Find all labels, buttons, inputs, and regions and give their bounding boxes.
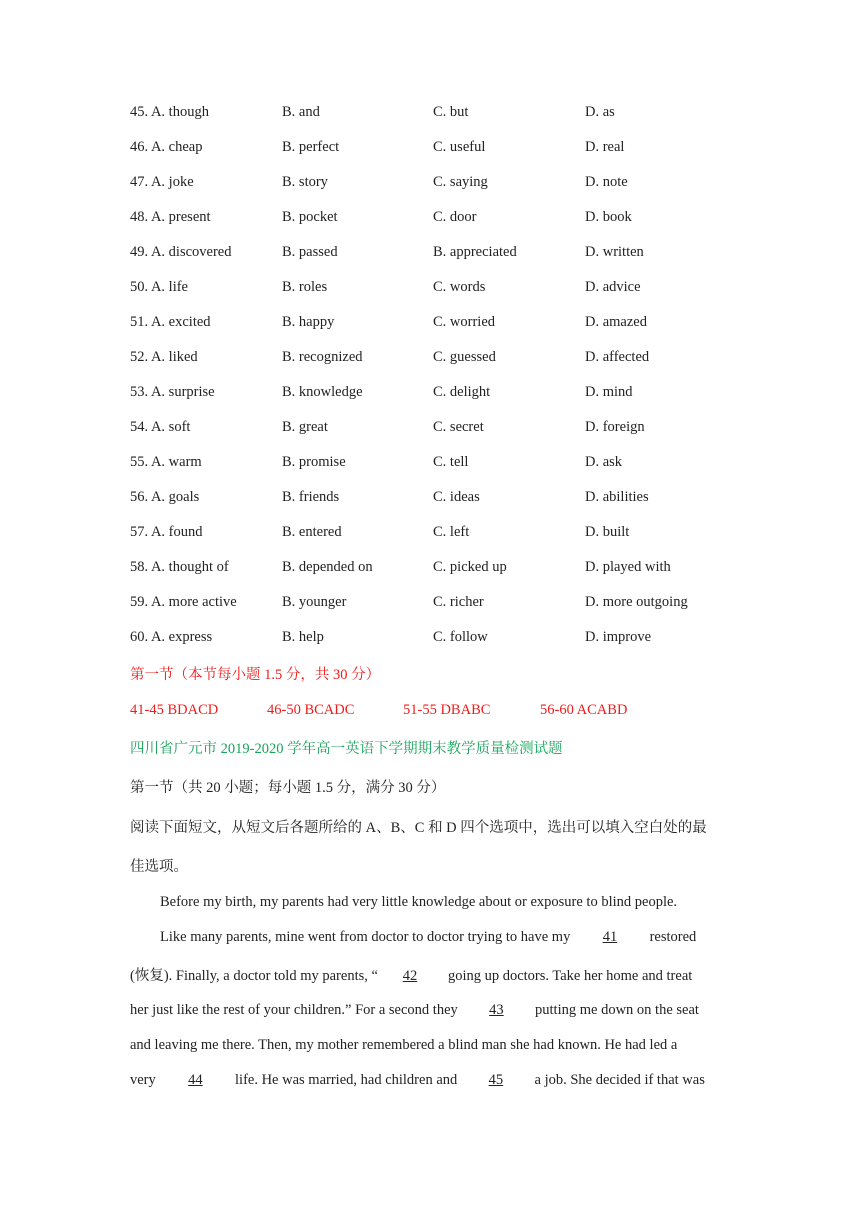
option-row-60	[0, 629, 860, 651]
option-c: C. follow	[433, 629, 488, 645]
option-a: 55. A. warm	[130, 454, 202, 470]
option-c: C. picked up	[433, 559, 507, 575]
instruction-line: 阅读下面短文，从短文后各题所给的 A、B、C 和 D 四个选项中，选出可以填入空白处的最	[130, 820, 707, 836]
option-c: C. ideas	[433, 489, 480, 505]
option-d: D. amazed	[585, 314, 647, 330]
passage-text: life. He was married, had children and	[235, 1072, 458, 1088]
option-row-46	[0, 139, 860, 161]
option-d: D. foreign	[585, 419, 645, 435]
option-row-52	[0, 349, 860, 371]
option-row-53	[0, 384, 860, 406]
option-a: 47. A. joke	[130, 174, 194, 190]
passage-text: putting me down on the seat	[535, 1002, 699, 1018]
option-b: B. help	[282, 629, 324, 645]
option-b: B. pocket	[282, 209, 338, 225]
option-c: C. tell	[433, 454, 469, 470]
blank-41: 41	[602, 929, 618, 945]
passage-text: restored	[649, 929, 697, 945]
option-b: B. entered	[282, 524, 342, 540]
option-d: D. advice	[585, 279, 641, 295]
option-d: D. as	[585, 104, 615, 120]
option-b: B. story	[282, 174, 328, 190]
passage-text: her just like the rest of your children.” For a second they	[130, 1002, 458, 1018]
option-a: 56. A. goals	[130, 489, 200, 505]
option-row-56	[0, 489, 860, 511]
option-c: C. worried	[433, 314, 496, 330]
option-d: D. abilities	[585, 489, 649, 505]
option-row-51	[0, 314, 860, 336]
option-c: C. door	[433, 209, 477, 225]
option-b: B. knowledge	[282, 384, 363, 400]
option-b: B. perfect	[282, 139, 340, 155]
option-a: 48. A. present	[130, 209, 211, 225]
option-d: D. written	[585, 244, 644, 260]
option-c: C. words	[433, 279, 486, 295]
option-row-50	[0, 279, 860, 301]
answer-group: 56-60 ACABD	[540, 702, 628, 718]
option-d: D. book	[585, 209, 632, 225]
section-heading: 第一节（共 20 小题；每小题 1.5 分，满分 30 分）	[130, 780, 446, 796]
option-d: D. more outgoing	[585, 594, 688, 610]
answer-key-row	[0, 702, 860, 724]
option-c: C. useful	[433, 139, 486, 155]
option-b: B. depended on	[282, 559, 373, 575]
passage-text: a job. She decided if that was	[534, 1072, 705, 1088]
option-a: 45. A. though	[130, 104, 209, 120]
blank-44: 44	[188, 1072, 203, 1088]
instruction-line: 佳选项。	[130, 859, 188, 875]
passage-text: going up doctors. Take her home and treat	[447, 968, 693, 984]
option-row-57	[0, 524, 860, 546]
option-row-45	[0, 104, 860, 126]
option-a: 60. A. express	[130, 629, 213, 645]
option-c: C. but	[433, 104, 469, 120]
option-c: C. saying	[433, 174, 488, 190]
passage-line	[130, 1072, 730, 1089]
option-d: D. built	[585, 524, 630, 540]
option-b: B. recognized	[282, 349, 363, 365]
option-d: D. improve	[585, 629, 652, 645]
blank-42: 42	[402, 968, 418, 984]
option-row-59	[0, 594, 860, 616]
option-c: C. secret	[433, 419, 484, 435]
passage-text: (恢复). Finally, a doctor told my parents, “	[130, 968, 378, 984]
passage-text: very	[130, 1072, 156, 1088]
option-b: B. and	[282, 104, 320, 120]
option-d: D. affected	[585, 349, 650, 365]
option-c: C. richer	[433, 594, 484, 610]
option-row-55	[0, 454, 860, 476]
option-a: 53. A. surprise	[130, 384, 215, 400]
blank-45: 45	[488, 1072, 504, 1088]
option-a: 57. A. found	[130, 524, 203, 540]
passage-line	[130, 964, 730, 985]
option-b: B. great	[282, 419, 328, 435]
option-b: B. friends	[282, 489, 340, 505]
option-row-58	[0, 559, 860, 581]
option-c: C. left	[433, 524, 470, 540]
passage-line	[160, 929, 730, 946]
option-a: 52. A. liked	[130, 349, 198, 365]
option-d: D. real	[585, 139, 625, 155]
option-b: B. promise	[282, 454, 346, 470]
option-b: B. younger	[282, 594, 347, 610]
option-row-47	[0, 174, 860, 196]
option-b: B. happy	[282, 314, 335, 330]
option-a: 50. A. life	[130, 279, 188, 295]
passage-line: and leaving me there. Then, my mother remembered a blind man she had known. He had led a	[130, 1037, 678, 1053]
option-d: D. mind	[585, 384, 633, 400]
option-c: C. delight	[433, 384, 491, 400]
option-d: D. ask	[585, 454, 623, 470]
option-d: D. note	[585, 174, 628, 190]
exam-title: 四川省广元市 2019-2020 学年高一英语下学期期末教学质量检测试题	[130, 741, 563, 757]
answer-group: 51-55 DBABC	[403, 702, 491, 718]
answer-group: 41-45 BDACD	[130, 702, 219, 718]
passage-text: Like many parents, mine went from doctor to doctor trying to have my	[160, 929, 571, 945]
blank-43: 43	[489, 1002, 504, 1018]
option-a: 54. A. soft	[130, 419, 191, 435]
option-a: 59. A. more active	[130, 594, 237, 610]
option-c: C. guessed	[433, 349, 496, 365]
option-a: 49. A. discovered	[130, 244, 232, 260]
answer-heading: 第一节（本节每小题 1.5 分，共 30 分）	[130, 667, 381, 683]
option-row-48	[0, 209, 860, 231]
option-row-54	[0, 419, 860, 441]
option-a: 46. A. cheap	[130, 139, 203, 155]
option-a: 58. A. thought of	[130, 559, 229, 575]
passage-paragraph-1: Before my birth, my parents had very little knowledge about or exposure to blind people.	[160, 894, 678, 910]
option-c: B. appreciated	[433, 244, 517, 260]
option-a: 51. A. excited	[130, 314, 211, 330]
passage-line	[130, 1002, 730, 1019]
option-d: D. played with	[585, 559, 671, 575]
option-b: B. roles	[282, 279, 328, 295]
answer-group: 46-50 BCADC	[267, 702, 355, 718]
option-b: B. passed	[282, 244, 338, 260]
option-row-49	[0, 244, 860, 266]
